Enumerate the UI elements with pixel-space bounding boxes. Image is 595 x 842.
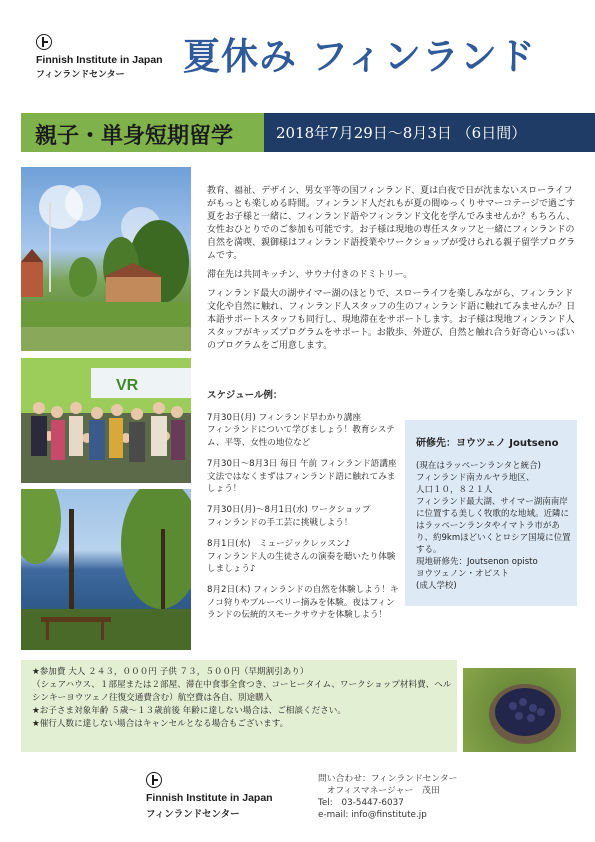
dates-banner [264, 113, 595, 152]
program-banner [21, 113, 264, 152]
fee-line: ★参加費 大人 ２４３，０００円 子供 ７３，５００円（早期割引あり） [32, 667, 309, 677]
group-photo [21, 358, 191, 483]
schedule-item: 8月2日(木) フィンランドの自然を体験しよう！キノコ狩りやブルーベリー摘みを体験。夜はフィンランドの伝統的スモークサウナを体験しよう！ [207, 585, 399, 621]
contact-line: 問い合わせ：フィンランドセンター [318, 774, 458, 784]
intro-paragraph-2: 滞在先は共同キッチン、サウナ付きのドミトリー。 [207, 270, 413, 280]
schedule-list [207, 412, 403, 631]
contact-phone: Tel: 03-5447-6037 [318, 798, 404, 808]
intro-paragraph-1: 教育、福祉、デザイン、男女平等の国フィンランド、夏は白夜で日が沈まないスローライフがもっとも楽しめる時間。フィンランド人だれもが夏の間ゆっくりサマーコテージで過ごす夏をお子様と一緒に、フィンランド語やフィンランド文化を学んでみませんか？もちろん、女性おひとりでのご参加も可能です。お子様は現地の専任スタッフと一緒にフィンランドの自然を満喫、親御様はフィンランド語授業やワークショップが受けられる親子留学プログラムです。 [207, 186, 576, 261]
finnish-institute-logo-icon [146, 772, 162, 788]
contact-line: オフィスマネージャー 茂田 [318, 786, 440, 796]
program-dates: 2018年7月29日～8月3日 （6日間） [276, 124, 527, 142]
schedule-item: 7月30日(月) フィンランド早わかり講座 フィンランドについて学びましょう！教育システム、平等、女性の地位など [207, 413, 395, 448]
schedule-item: 7月30日(月)～8月1日(水) ワークショップ フィンランドの手工芸に挑戦しよう！ [207, 505, 371, 528]
training-site-title: 研修先：ヨウツェノ Joutseno [416, 438, 559, 449]
footer-logo-text-ja: フィンランドセンター [146, 809, 240, 820]
logo-text-en: Finnish Institute in Japan [36, 54, 163, 66]
svg-text:VR: VR [116, 377, 139, 394]
schedule-item: 7月30日～8月3日 毎日 午前 フィンランド語講座文法ではなくまずはフィンランド語に触れてみましょう！ [207, 459, 397, 495]
fee-line: ★お子さま対象年齢 ５歳～１３歳前後 年齢に達しない場合は、ご相談ください。 [32, 706, 346, 716]
page-title: 夏休み フィンランド [183, 35, 536, 78]
program-title: 親子・単身短期留学 [35, 124, 234, 149]
intro-paragraph-3: フィンランド最大の湖サイマー湖のほとりで、スローライフを楽しみながら、フィンランド文化や自然に触れ、フィンランド人スタッフの生のフィンランド語に触れてみませんか？日本語サポートスタッフも同行し、現地滞在をサポートします。お子様は現地フィンランド人スタッフがキッズプログラムをサポート。お散歩、外遊び、自然と触れ合う好奇心いっぱいのプログラムをご用意します。 [207, 289, 576, 351]
blueberry-photo [463, 668, 576, 752]
footer-logo-text-en: Finnish Institute in Japan [146, 792, 273, 804]
fees-box [21, 660, 457, 752]
schedule-item: 8月1日(水) ミュージックレッスン♪ フィンランド人の生徒さんの演奏を聴いたり体験しましょう♪ [207, 539, 396, 575]
lake-photo [21, 489, 191, 650]
training-site-body: (現在はラッペーンランタと統合) フィンランド南カルヤラ地区、 人口１０，８２１人 フィンランド最大湖、サイマー湖南南岸に位置する美しく牧歌的な地域。近隣にはラッペーンランタやイマトラ市があり、約9kmほどいくとロシア国境に位置する。 現地研修先：Joutsenon opisto ヨウツェノン・オピスト (成人学校) [416, 461, 571, 591]
fee-line: ★催行人数に達しない場合はキャンセルとなる場合もございます。 [32, 719, 289, 729]
finnish-institute-logo-icon [36, 34, 52, 50]
campus-photo [21, 167, 191, 351]
contact-email: e-mail: info@finstitute.jp [318, 810, 427, 820]
schedule-title: スケジュール例： [207, 390, 283, 401]
fee-line: （シェアハウス、１部屋または２部屋、滞在中食事全食つき、コーヒータイム、ワークショップ材料費、ヘルシンキーヨウツェノ往復交通費含む）航空費は各自、別途購入 [32, 680, 452, 703]
logo-text-ja: フィンランドセンター [36, 70, 125, 80]
training-site-box [405, 420, 577, 606]
intro-text [207, 185, 579, 359]
contact-info [318, 773, 457, 821]
